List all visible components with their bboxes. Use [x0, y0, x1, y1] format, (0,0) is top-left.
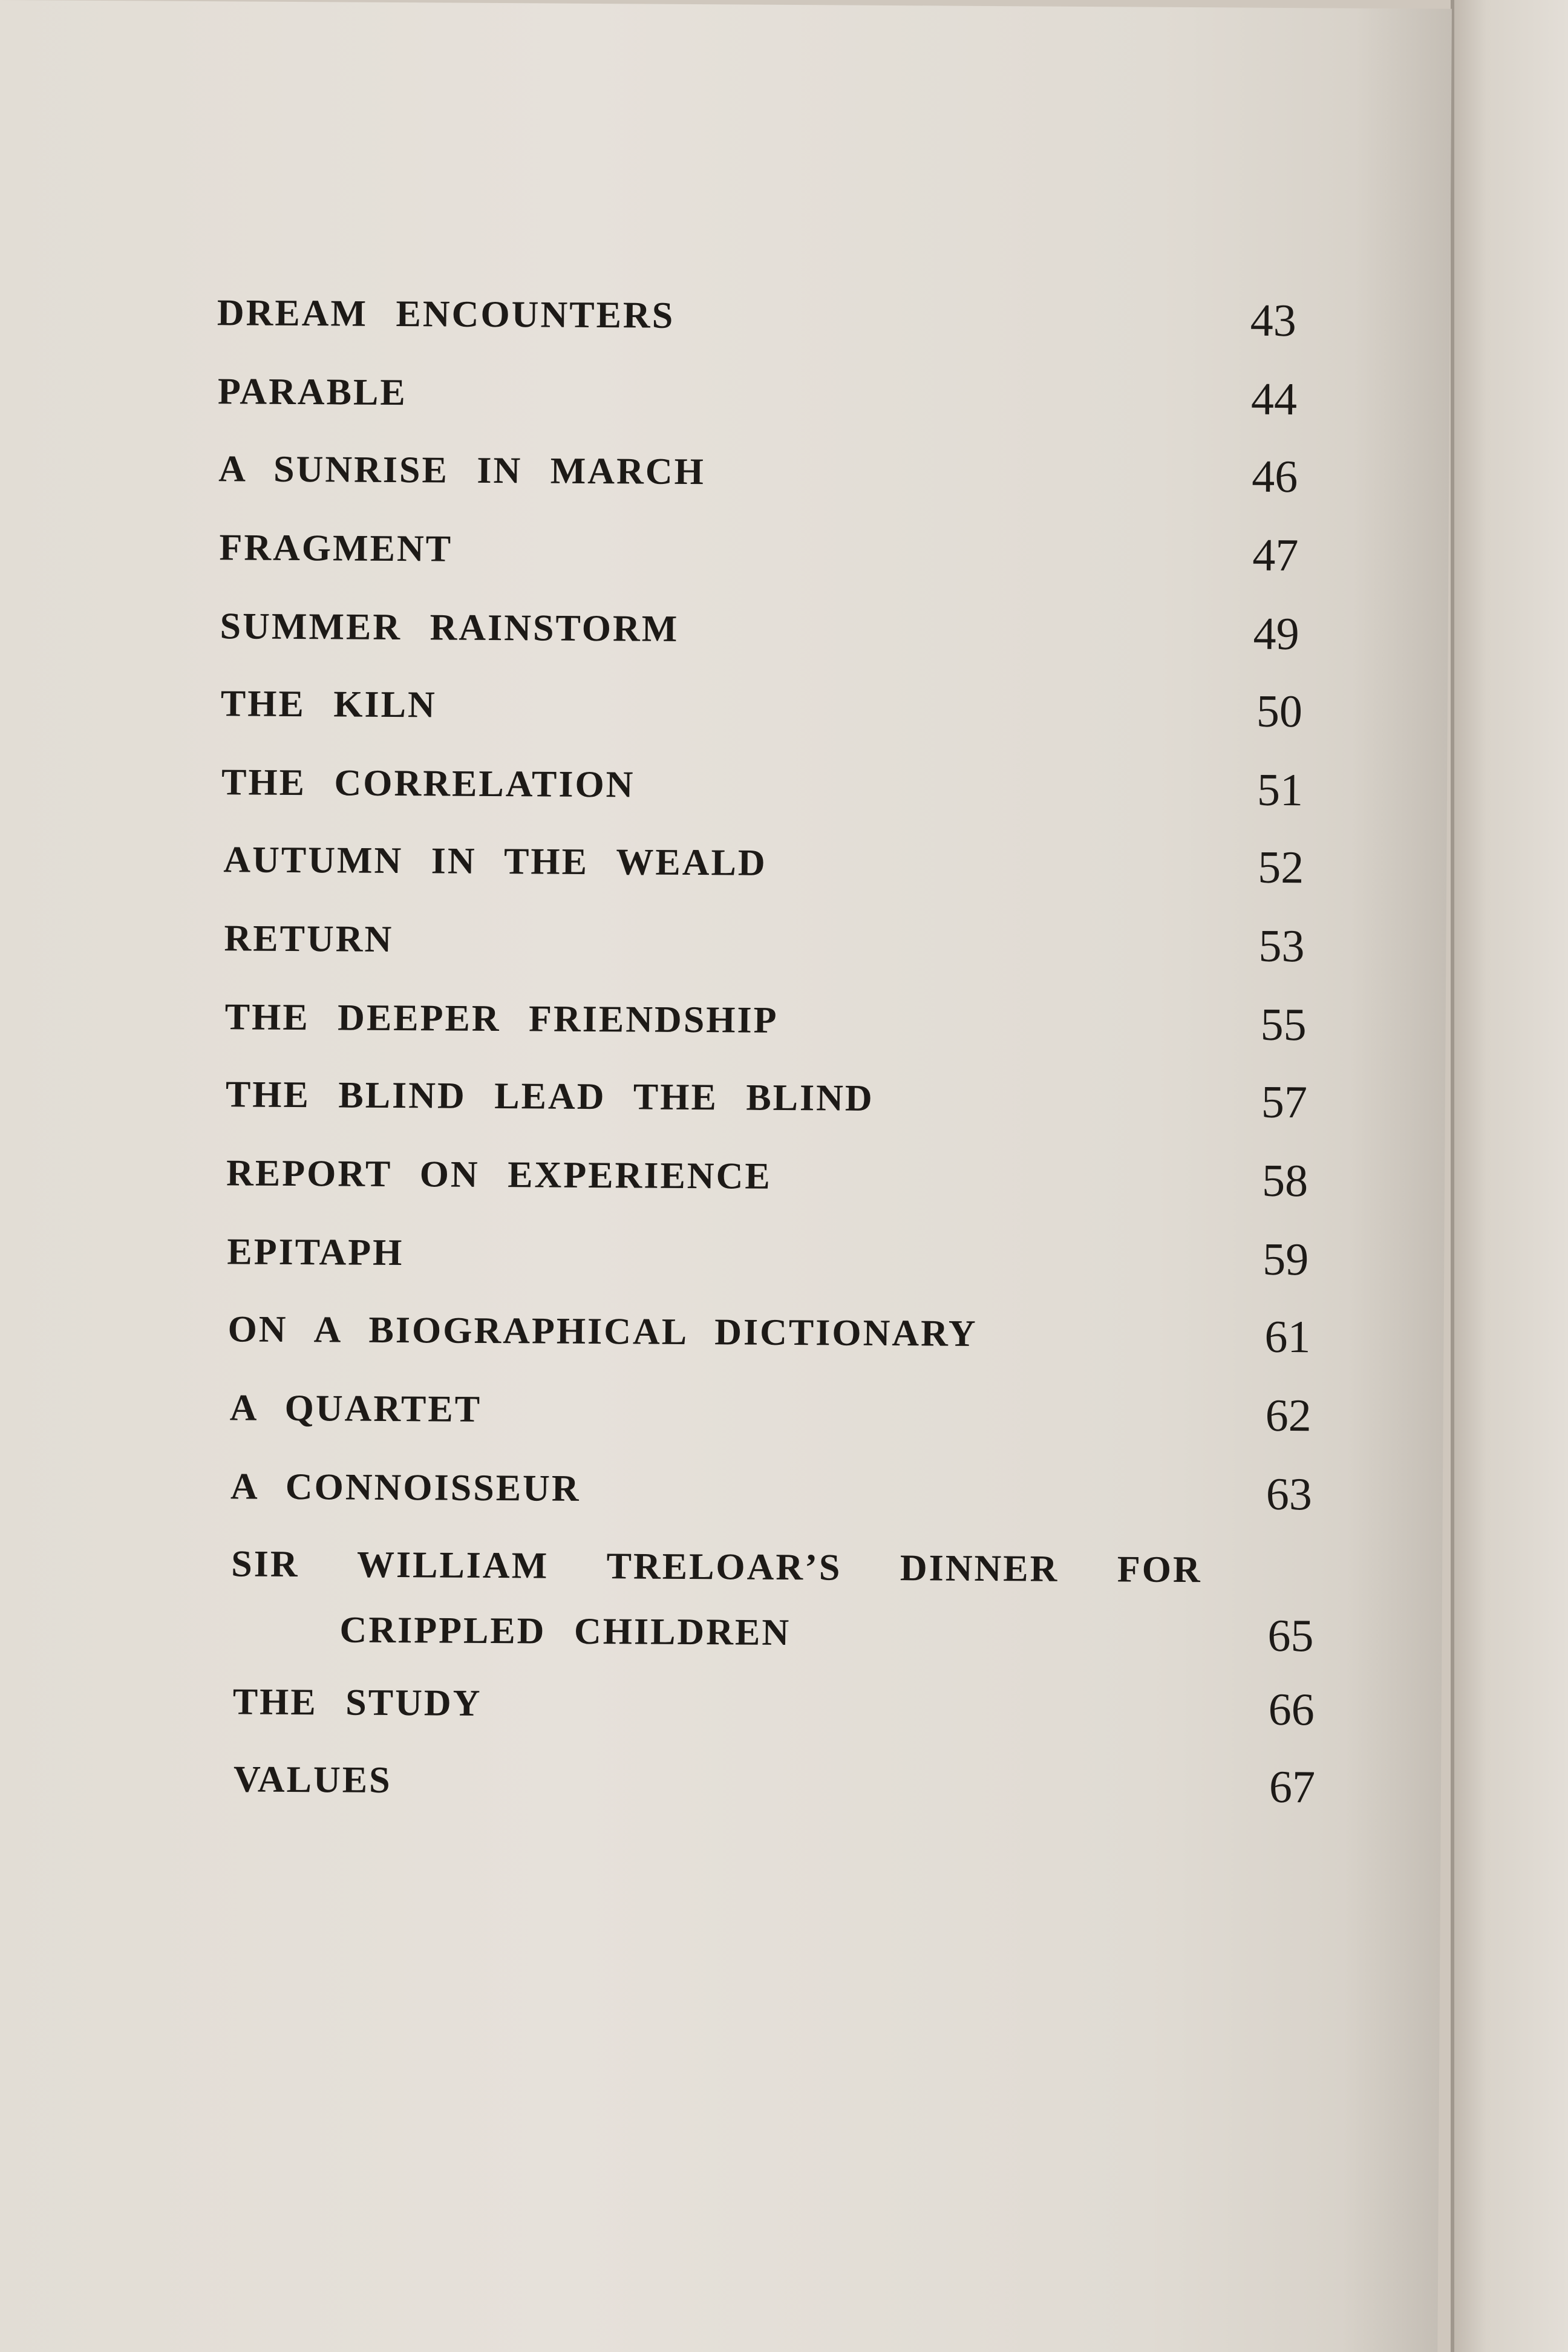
entry-page-number: 67	[1269, 1761, 1316, 1813]
entry-title: DREAM ENCOUNTERS	[217, 292, 675, 336]
entry-page-number: 53	[1258, 920, 1305, 972]
entry-title: ON A BIOGRAPHICAL DICTIONARY	[227, 1308, 978, 1354]
entry-page-number: 65	[1267, 1610, 1314, 1662]
toc-entry	[0, 760, 1447, 816]
toc-entry	[0, 1307, 1444, 1363]
entry-title: PARABLE	[217, 371, 407, 414]
toc-entry	[0, 290, 1450, 347]
entry-page-number: 55	[1260, 999, 1307, 1051]
toc-entry	[0, 837, 1447, 893]
entry-title: A QUARTET	[229, 1387, 482, 1430]
entry-page-number: 66	[1268, 1684, 1315, 1736]
entry-page-number: 63	[1266, 1468, 1313, 1520]
entry-title: THE CORRELATION	[221, 762, 635, 806]
toc-entry	[0, 1229, 1445, 1285]
entry-page-number: 62	[1265, 1390, 1312, 1442]
toc-entry	[0, 1072, 1445, 1128]
entry-title: THE KILN	[220, 683, 437, 726]
facing-page-edge	[1452, 0, 1568, 2352]
entry-title: A CONNOISSEUR	[230, 1466, 581, 1509]
entry-title: FRAGMENT	[219, 527, 453, 570]
toc-entry	[0, 1757, 1441, 1813]
entry-title: THE BLIND LEAD THE BLIND	[225, 1074, 874, 1119]
entry-title: THE DEEPER FRIENDSHIP	[224, 996, 779, 1041]
toc-entry	[0, 1464, 1443, 1520]
toc-entry	[0, 1541, 1442, 1662]
toc-entry	[0, 525, 1449, 581]
entry-title: SUMMER RAINSTORM	[220, 606, 679, 650]
entry-page-number: 61	[1264, 1311, 1311, 1363]
toc-entry	[0, 1679, 1442, 1736]
entry-title: EPITAPH	[227, 1231, 404, 1274]
entry-page-number: 50	[1256, 685, 1303, 737]
toc-entry	[0, 681, 1448, 737]
page-gutter	[1451, 0, 1454, 2352]
toc-entry	[0, 1385, 1443, 1442]
entry-page-number: 51	[1256, 764, 1304, 816]
entry-title: A SUNRISE IN MARCH	[218, 448, 706, 493]
entry-page-number: 52	[1258, 841, 1304, 893]
entry-title: THE STUDY	[232, 1681, 482, 1724]
entry-title: VALUES	[233, 1759, 392, 1802]
toc-entry	[0, 369, 1449, 425]
toc-entry	[0, 995, 1446, 1051]
entry-title: RETURN	[224, 918, 394, 961]
entry-page-number: 49	[1253, 608, 1299, 660]
entry-page-number: 47	[1252, 529, 1299, 581]
entry-page-number: 44	[1250, 373, 1298, 425]
toc-entry	[0, 1151, 1445, 1207]
entry-page-number: 58	[1261, 1155, 1308, 1207]
entry-title: AUTUMN IN THE WEALD	[223, 839, 767, 884]
entry-page-number: 43	[1250, 295, 1297, 347]
toc-entry	[0, 604, 1448, 660]
entry-page-number: 57	[1261, 1076, 1308, 1128]
entry-title: SIR WILLIAM TRELOAR’S DINNER FOR	[231, 1543, 1202, 1591]
entry-title: REPORT ON EXPERIENCE	[226, 1152, 772, 1197]
entry-page-number: 59	[1263, 1233, 1309, 1285]
entry-title-continuation: CRIPPLED CHILDREN	[339, 1609, 791, 1654]
toc-entry	[0, 446, 1449, 503]
toc-entry	[0, 916, 1446, 972]
entry-page-number: 46	[1251, 451, 1298, 503]
